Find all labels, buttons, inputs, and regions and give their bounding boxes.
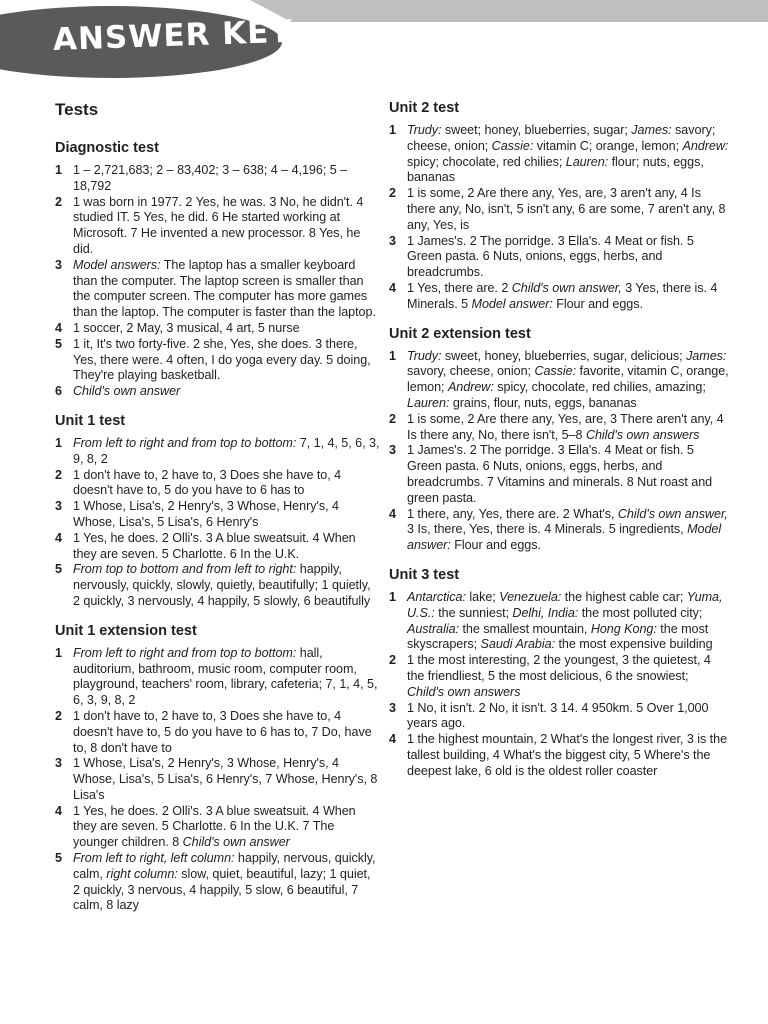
left-column (55, 100, 380, 927)
answer-item (55, 337, 380, 384)
answer-number: 1 (55, 645, 62, 660)
answer-item (55, 756, 380, 803)
right-sections (389, 100, 729, 779)
answer-text: Trudy: sweet; honey, blueberries, sugar; James: savory; cheese, onion; Cassie: vitamin C; orange, lemon; Andrew: spicy; chocolate, red chilies; Lauren: flour; nuts, eggs, bananas (407, 123, 729, 185)
answer-text: From top to bottom and from left to right: happily, nervously, quickly, slowly, quietly, beautifully; 1 quietly, 2 quickly, 3 nervously, 4 happily, 5 slowly, 6 beautifully (73, 562, 371, 608)
answer-text: From left to right, left column: happily, nervous, quickly, calm, right column: slow, quiet, beautiful, lazy; 1 quiet, 2 quickly, 3 nervous, 4 happily, 5 slow, 6 beautiful, 7 calm, 8 lazy (73, 851, 376, 913)
section-unit-2-test (389, 100, 729, 313)
left-sections (55, 140, 380, 914)
answer-item (389, 123, 729, 186)
answer-number: 5 (55, 851, 62, 866)
answer-number: 2 (55, 708, 62, 723)
answer-number: 4 (55, 530, 62, 545)
answer-text: 1 the highest mountain, 2 What's the longest river, 3 is the tallest building, 4 What's the biggest city, 5 Where's the deepest lake, 6 old is the oldest roller coaster (407, 732, 728, 778)
answer-item (55, 709, 380, 756)
answer-number: 2 (389, 411, 396, 426)
answer-text: 1 James's. 2 The porridge. 3 Ella's. 4 Meat or fish. 5 Green pasta. 6 Nuts, onions, eggs, herbs, and breadcrumbs. (407, 233, 694, 280)
answer-item (389, 443, 729, 506)
answer-item (55, 646, 380, 709)
answer-text: 1 is some, 2 Are there any, Yes, are, 3 There aren't any, 4 Is there any, No, there isn't, 5–8 Child's own answers (407, 411, 724, 442)
answer-text: Model answers: The laptop has a smaller keyboard than the computer. The laptop screen is smaller than the computer screen. The computer has more games than the laptop. The computer is faster than the laptop. (73, 257, 376, 320)
section-title: Unit 2 extension test (389, 325, 531, 342)
answer-text: 1 Yes, there are. 2 Child's own answer, 3 Yes, there is. 4 Minerals. 5 Model answer: Flour and eggs. (407, 280, 718, 311)
section-unit-2-extension-test (389, 326, 729, 554)
answer-number: 4 (389, 280, 396, 295)
answer-item (389, 281, 729, 313)
answer-item (389, 234, 729, 281)
answer-number: 6 (55, 384, 62, 399)
section-title: Unit 3 test (389, 566, 460, 583)
answer-number: 3 (389, 700, 396, 715)
page-title: ANSWER KEY (52, 13, 294, 58)
section-title: Unit 1 extension test (55, 622, 197, 639)
answer-text: 1 Yes, he does. 2 Olli's. 3 A blue sweatsuit. 4 When they are seven. 5 Charlotte. 6 In the U.K. 7 The younger children. 8 Child's own answer (73, 803, 356, 850)
answer-item (55, 499, 380, 531)
answer-item (389, 412, 729, 444)
answer-number: 4 (55, 803, 62, 818)
answer-number: 3 (55, 499, 62, 514)
section-title: Unit 2 test (389, 100, 460, 116)
answer-number: 5 (55, 336, 62, 351)
answer-item (55, 436, 380, 468)
answer-number: 3 (55, 257, 62, 272)
answer-number: 3 (389, 443, 396, 458)
answer-text: 1 soccer, 2 May, 3 musical, 4 art, 5 nurse (73, 320, 300, 335)
section-diagnostic-test (55, 140, 380, 400)
answer-item (55, 258, 380, 321)
right-column (389, 100, 729, 792)
answer-item (55, 163, 380, 195)
answer-item (389, 507, 729, 554)
answer-text: 1 there, any, Yes, there are. 2 What's, Child's own answer, 3 Is, there, Yes, there is. 4 Minerals. 5 ingredients, Model answer: Flour and eggs. (407, 506, 728, 553)
answer-number: 2 (389, 186, 396, 201)
answer-text: From left to right and from top to bottom: 7, 1, 4, 5, 6, 3, 9, 8, 2 (73, 435, 380, 466)
answer-text: 1 James's. 2 The porridge. 3 Ella's. 4 Meat or fish. 5 Green pasta. 6 Nuts, onions, eggs, herbs, and breadcrumbs. 7 Vitamins and minerals. 8 Nut roast and green pasta. (407, 443, 713, 505)
answer-text: 1 don't have to, 2 have to, 3 Does she have to, 4 doesn't have to, 5 do you have to 6 has to, 7 Do, have to, 8 don't have to (73, 708, 372, 755)
section-title: Diagnostic test (55, 140, 159, 156)
answer-number: 2 (55, 467, 62, 482)
answer-number: 2 (55, 194, 62, 209)
answer-text: 1 the most interesting, 2 the youngest, 3 the quietest, 4 the friendliest, 5 the most delicious, 6 the snowiest; Child's own answers (407, 653, 711, 699)
answer-text: 1 is some, 2 Are there any, Yes, are, 3 aren't any, 4 Is there any, No, isn't, 5 isn't any, 6 are some, 7 aren't any, 8 any, Yes, is (407, 186, 726, 232)
answer-number: 4 (389, 732, 396, 747)
answer-number: 3 (389, 233, 396, 248)
answer-item (55, 562, 380, 609)
answer-number: 2 (389, 653, 396, 668)
answer-item (55, 468, 380, 500)
answer-text: Antarctica: lake; Venezuela: the highest cable car; Yuma, U.S.: the sunniest; Delhi, India: the most polluted city; Australia: the smallest mountain, Hong Kong: the most skyscrapers; Saudi Arabia: the most expensive building (407, 589, 723, 652)
answer-item (55, 321, 380, 337)
answer-text: 1 Yes, he does. 2 Olli's. 3 A blue sweatsuit. 4 When they are seven. 5 Charlotte. 6 In the U.K. (73, 530, 356, 561)
answer-number: 1 (389, 348, 396, 363)
answer-text: 1 Whose, Lisa's, 2 Henry's, 3 Whose, Henry's, 4 Whose, Lisa's, 5 Lisa's, 6 Henry's, 7 Whose, Henry's, 8 Lisa's (73, 756, 378, 802)
answer-number: 3 (55, 756, 62, 771)
answer-item (55, 804, 380, 851)
answer-text: 1 No, it isn't. 2 No, it isn't. 3 14. 4 950km. 5 Over 1,000 years ago. (407, 700, 709, 731)
answer-item (389, 653, 729, 700)
answer-item (389, 349, 729, 412)
answer-number: 1 (55, 435, 62, 450)
answer-item (389, 590, 729, 653)
section-unit-1-test (55, 413, 380, 610)
answer-item (389, 701, 729, 733)
section-unit-3-test (389, 567, 729, 780)
answer-number: 4 (389, 506, 396, 521)
answer-text: From left to right and from top to bottom: hall, auditorium, bathroom, music room, computer room, playground, teachers' room, library, cafeteria; 7, 1, 4, 5, 6, 3, 9, 8, 2 (73, 645, 378, 708)
section-unit-1-extension-test (55, 623, 380, 915)
answer-item (389, 732, 729, 779)
answer-text: 1 it, It's two forty-five. 2 she, Yes, she does. 3 there, Yes, there were. 4 often, I do yoga every day. 5 doing, They're playing basketball. (73, 336, 371, 383)
answer-text: Trudy: sweet, honey, blueberries, sugar, delicious; James: savory, cheese, onion; Cassie: favorite, vitamin C, orange, lemon; Andrew: spicy, chocolate, red chilies, amazing; Lauren: grains, flour, nuts, eggs, bananas (407, 348, 729, 410)
answer-text: 1 was born in 1977. 2 Yes, he was. 3 No, he didn't. 4 studied IT. 5 Yes, he did. 6 He started working at Microsoft. 7 He invented a new processor. 8 Yes, he did. (73, 194, 364, 256)
answer-item (55, 851, 380, 914)
header-stripe (250, 0, 768, 22)
answer-number: 5 (55, 562, 62, 577)
section-title: Unit 1 test (55, 412, 126, 429)
answer-item (55, 195, 380, 258)
answer-text: 1 Whose, Lisa's, 2 Henry's, 3 Whose, Henry's, 4 Whose, Lisa's, 5 Lisa's, 6 Henry's (73, 499, 339, 529)
answer-item (389, 186, 729, 233)
answer-number: 4 (55, 320, 62, 335)
answer-text: 1 – 2,721,683; 2 – 83,402; 3 – 638; 4 – 4,196; 5 – 18,792 (73, 163, 348, 193)
answer-text: 1 don't have to, 2 have to, 3 Does she have to, 4 doesn't have to, 5 do you have to 6 has to (73, 467, 342, 498)
answer-item (55, 531, 380, 563)
answer-text: Child's own answer (73, 384, 181, 399)
answer-item (55, 384, 380, 400)
tests-heading: Tests (55, 100, 99, 119)
answer-number: 1 (389, 589, 396, 604)
answer-number: 1 (55, 163, 62, 177)
answer-number: 1 (389, 123, 396, 137)
